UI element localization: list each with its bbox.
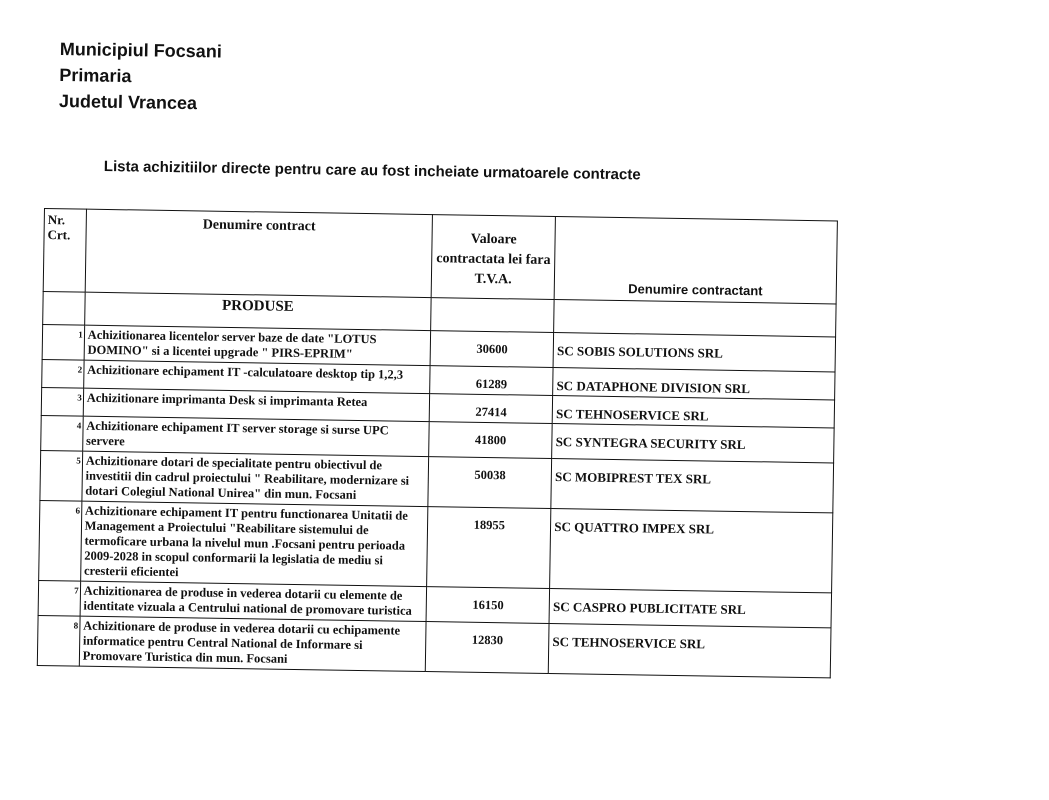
section-label: PRODUSE [84,292,431,330]
header-denumire-contract: Denumire contract [85,209,433,297]
contractor-name: SC TEHNOSERVICE SRL [552,396,834,428]
issuer-header [59,36,222,117]
contract-value: 50038 [428,457,552,509]
contract-value: 61289 [430,366,554,396]
contract-value: 16150 [426,587,550,624]
contract-name: Achizitionare echipament IT pentru functionarea Unitatii de Management a Proiectului "Reabilitare sistemului de termoficare urbana la nivelul mun .Focsani pentru perioada 2009-2028 in scopul conformarii la legislatia de mediu si cresterii eficientei [80,501,428,586]
section-empty-cell [431,298,555,333]
contract-name: Achizitionare imprimanta Desk si imprimanta Retea [83,388,430,421]
contractor-name: SC QUATTRO IMPEX SRL [550,509,833,593]
contract-name: Achizitionare dotari de specialitate pentru obiectivul de investitii din cadrul proiectului " Reabilitare, modernizare si dotari Colegiul National Unirea" din mun. Focsani [82,451,429,506]
contract-value: 27414 [429,394,553,424]
contract-name: Achizitionarea de produse in vederea dotarii cu elemente de identitate vizuala a Centrului national de promovare turistica [80,581,427,621]
row-number: 3 [41,387,83,416]
row-number: 5 [40,450,83,501]
contract-name: Achizitionarea licentelor server baze de date "LOTUS DOMINO" si a licentei upgrade " PIRS-EPRIM" [84,325,431,365]
contract-value: 12830 [425,622,549,674]
contract-value: 30600 [430,331,554,368]
row-number: 8 [37,615,80,666]
header-municipality: Municipiul Focsani [59,38,222,62]
row-number: 2 [42,359,84,388]
row-number: 7 [38,580,80,616]
contract-value: 41800 [429,422,553,459]
row-number: 6 [39,500,82,581]
contracts-table [37,208,838,678]
contract-name: Achizitionare de produse in vederea dotarii cu echipamente informatice pentru Central National de Informare si Promovare Turistica din mun. Focsani [79,616,426,671]
contracts-table-wrapper [37,208,838,678]
header-contractant: Denumire contractant [554,217,837,304]
contractor-name: SC SOBIS SOLUTIONS SRL [553,333,835,372]
contract-name: Achizitionare echipament IT -calculatoare desktop tip 1,2,3 [83,360,430,393]
header-county: Judetul Vrancea [58,90,198,114]
header-nr-crt: Nr. Crt. [43,209,86,293]
header-valoare: Valoare contractata lei fara T.V.A. [431,215,555,300]
contractor-name: SC SYNTEGRA SECURITY SRL [552,424,834,463]
contract-name: Achizitionare echipament IT server storage si surse UPC servere [82,416,429,456]
contractor-name: SC MOBIPREST TEX SRL [551,459,834,513]
contractor-name: SC TEHNOSERVICE SRL [549,623,832,677]
contractor-name: SC CASPRO PUBLICITATE SRL [549,588,831,627]
section-empty-cell [43,291,85,325]
contractor-name: SC DATAPHONE DIVISION SRL [553,368,835,400]
document-title: Lista achizitiilor directe pentru care au fost incheiate urmatoarele contracte [103,158,641,184]
header-institution: Primaria [59,64,132,87]
contract-value: 18955 [427,507,551,589]
section-empty-cell [554,300,836,337]
table-header-row [43,209,837,304]
row-number: 4 [41,415,83,451]
table-row [39,500,833,592]
row-number: 1 [42,324,84,360]
